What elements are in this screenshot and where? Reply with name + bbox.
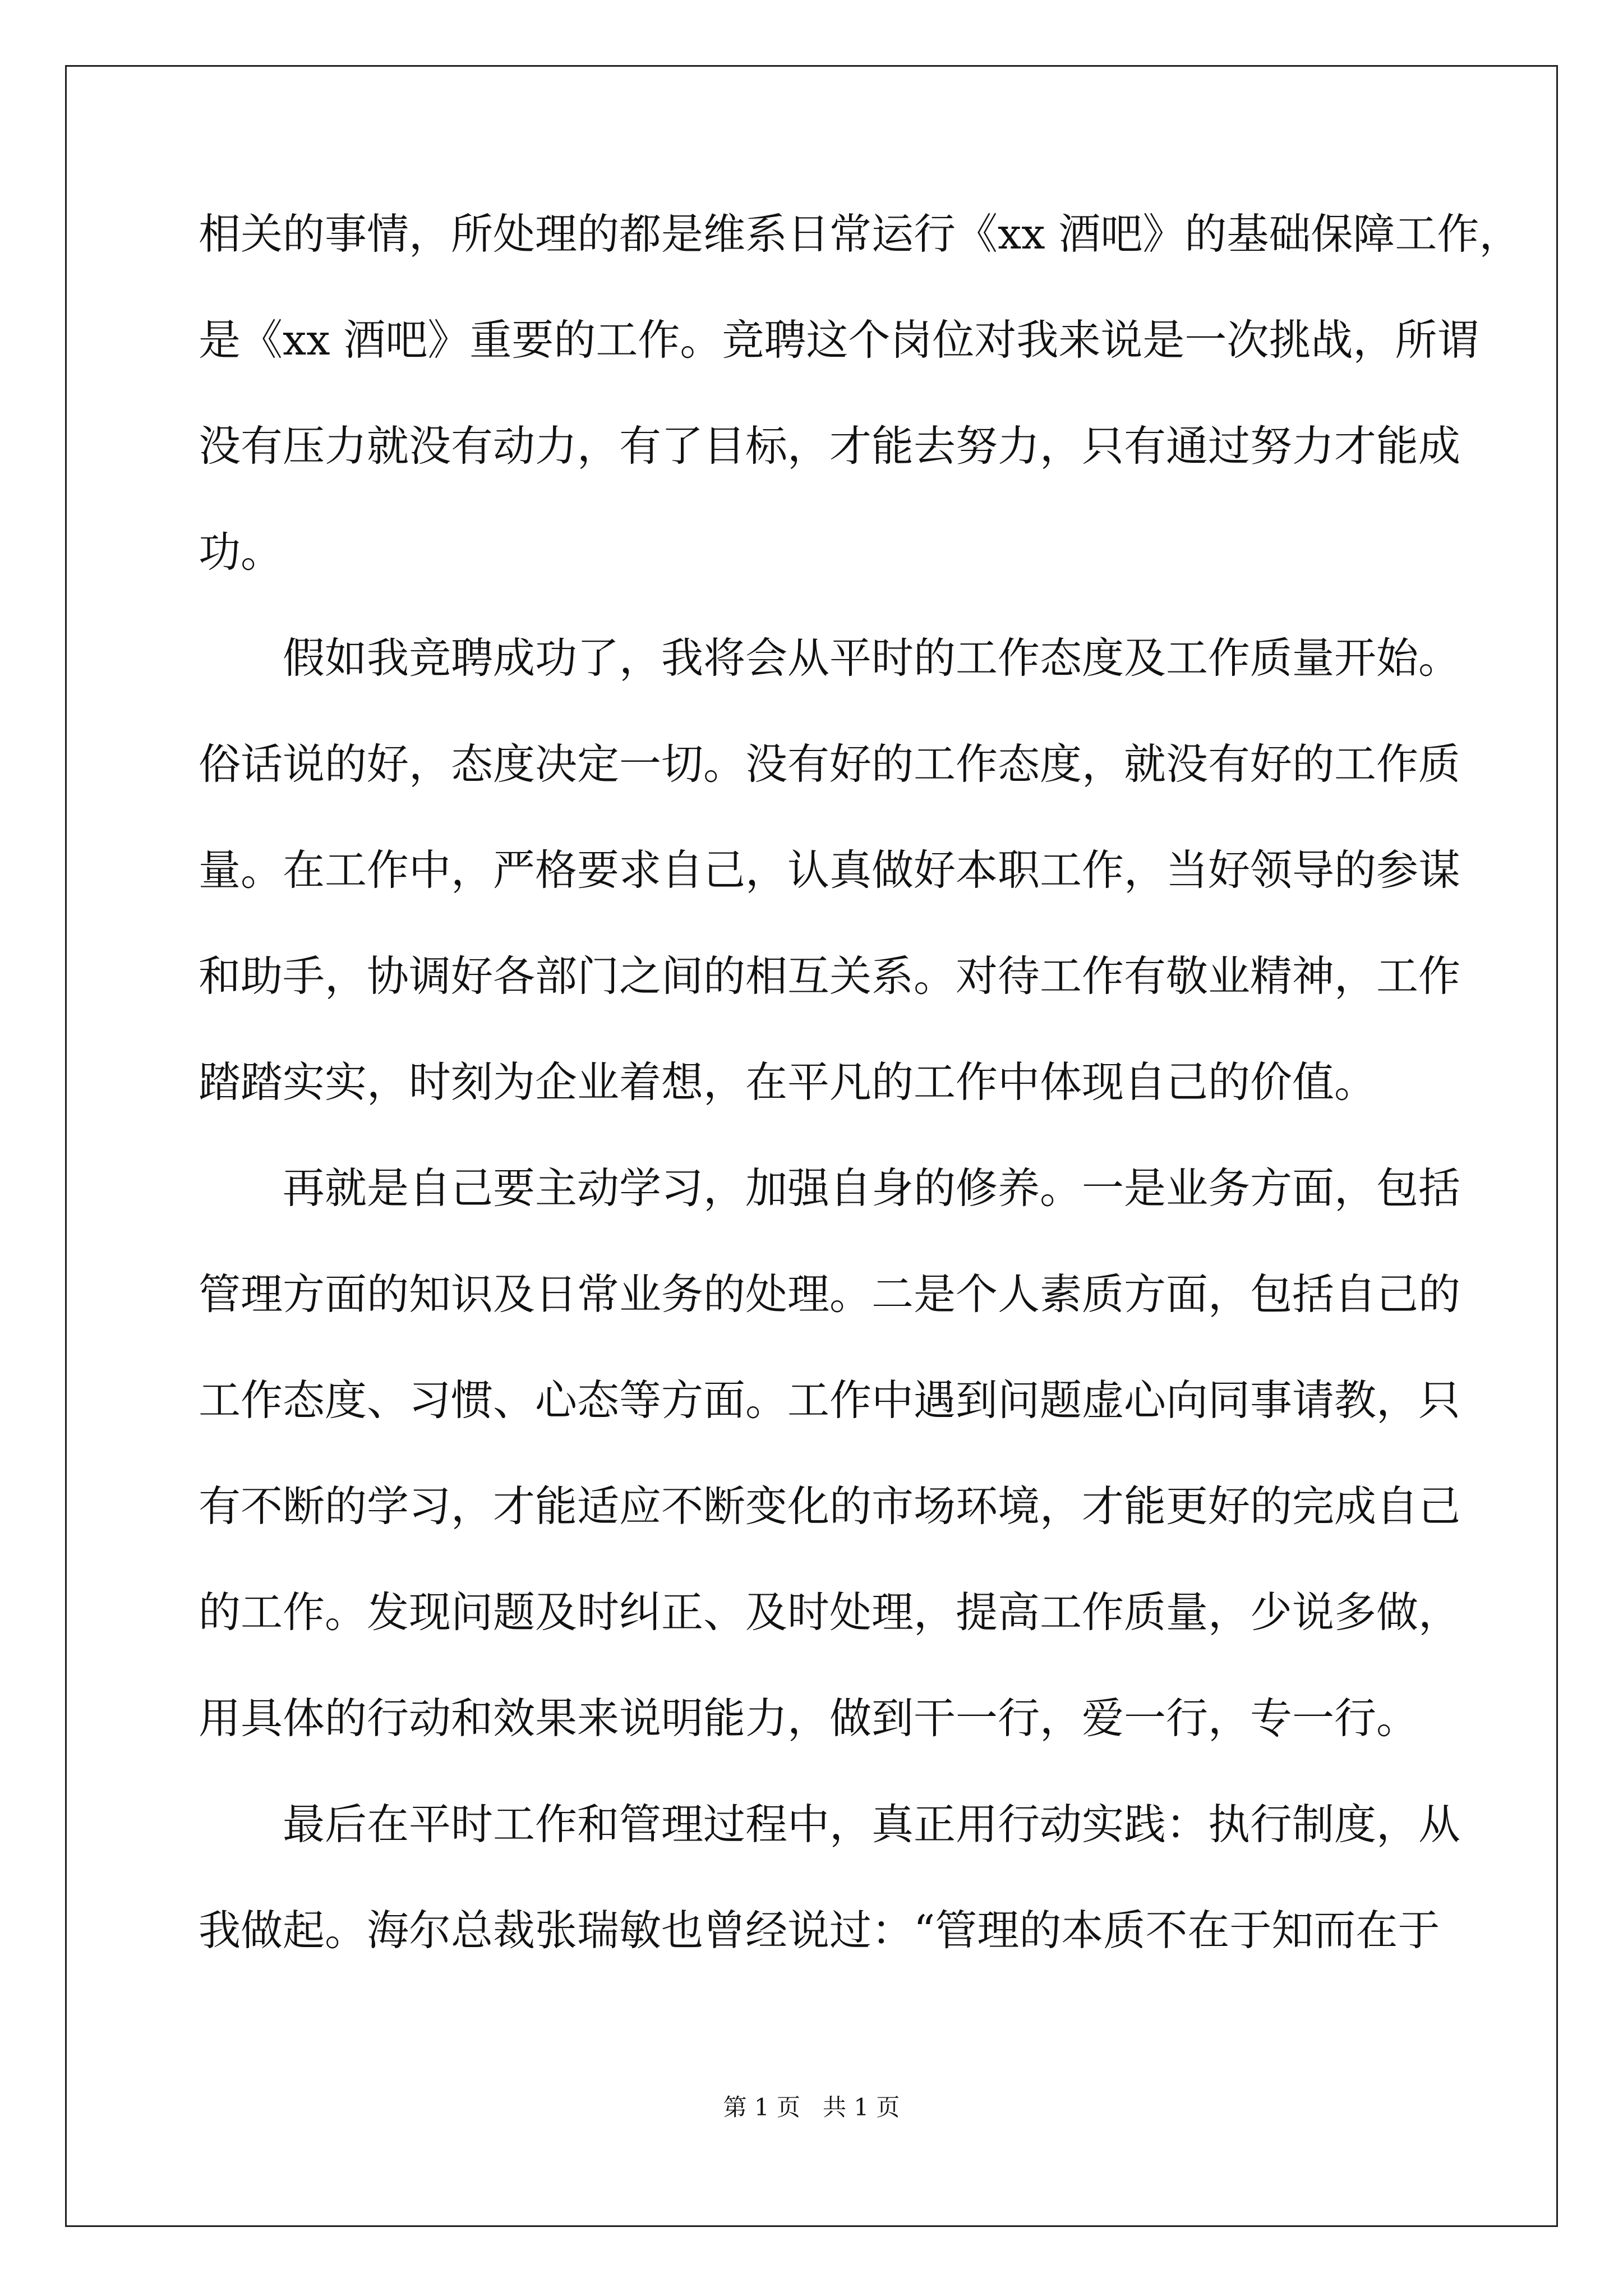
text-line: 工作态度、习惯、心态等方面。工作中遇到问题虚心向同事请教，只 [199, 1375, 1461, 1425]
text-line: 俗话说的好，态度决定一切。没有好的工作态度，就没有好的工作质 [199, 739, 1461, 789]
text-line: 用具体的行动和效果来说明能力，做到干一行，爱一行，专一行。 [199, 1694, 1419, 1743]
text-line: 管理方面的知识及日常业务的处理。二是个人素质方面，包括自己的 [199, 1269, 1461, 1319]
text-line: 相关的事情，所处理的都是维系日常运行《xx 酒吧》的基础保障工作， [199, 209, 1521, 259]
text-line: 没有压力就没有动力，有了目标，才能去努力，只有通过努力才能成 [199, 421, 1461, 471]
text-line: 踏踏实实，时刻为企业着想，在平凡的工作中体现自己的价值。 [199, 1057, 1377, 1107]
text-line: 功。 [199, 527, 283, 577]
text-line: 假如我竞聘成功了，我将会从平时的工作态度及工作质量开始。 [283, 633, 1461, 683]
page-number: 第 1 页 [723, 2093, 800, 2121]
text-line: 最后在平时工作和管理过程中，真正用行动实践：执行制度，从 [283, 1800, 1461, 1849]
text-line: 再就是自己要主动学习，加强自身的修养。一是业务方面，包括 [283, 1163, 1461, 1213]
text-line: 我做起。海尔总裁张瑞敏也曾经说过：“管理的本质不在于知而在于 [199, 1906, 1440, 1955]
text-line: 和助手，协调好各部门之间的相互关系。对待工作有敬业精神，工作 [199, 951, 1461, 1001]
page-count: 共 1 页 [823, 2093, 900, 2121]
text-line: 是《xx 酒吧》重要的工作。竞聘这个岗位对我来说是一次挑战，所谓 [199, 315, 1479, 365]
document-body [199, 209, 1521, 2016]
text-line: 有不断的学习，才能适应不断变化的市场环境，才能更好的完成自己 [199, 1481, 1461, 1531]
text-line: 的工作。发现问题及时纠正、及时处理，提高工作质量，少说多做， [199, 1588, 1461, 1637]
page-footer [0, 2089, 1623, 2123]
text-line: 量。在工作中，严格要求自己，认真做好本职工作，当好领导的参谋 [199, 845, 1461, 895]
